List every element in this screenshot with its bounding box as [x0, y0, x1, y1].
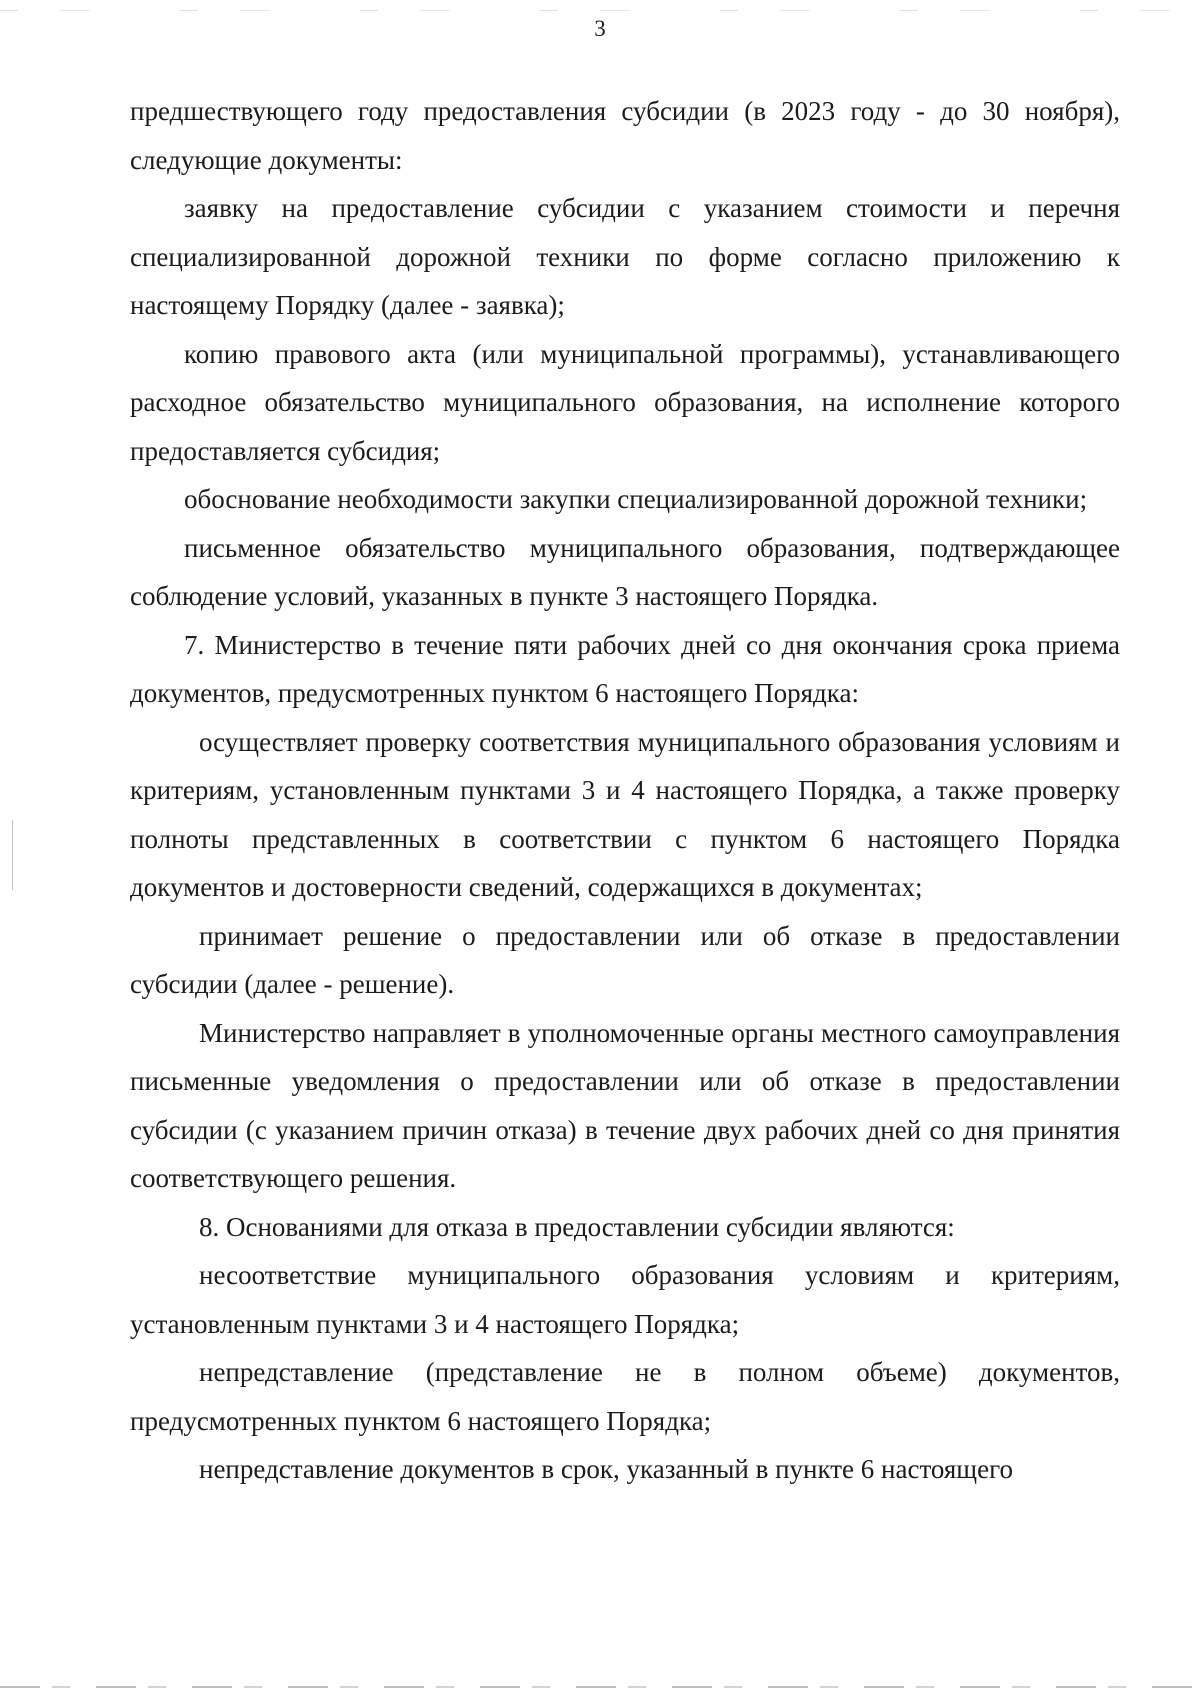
paragraph-justification: обоснование необходимости закупки специализированной дорожной техники; — [184, 484, 1088, 514]
paragraph-refusal-late-docs: непредставление документов в срок, указанный в пункте 6 настоящего — [199, 1454, 1013, 1484]
paragraph-written-obligation: письменное обязательство муниципального образования, подтверждающее соблюдение условий, указанных в пункте 3 настоящего Порядка. — [130, 532, 1120, 611]
paragraph-refusal-noncompliance: несоответствие муниципального образования условиям и критериям, установленным пунктами 3 и 4 настоящего Порядка; — [130, 1260, 1120, 1339]
paragraph-decision: принимает решение о предоставлении или об отказе в предоставлении субсидии (далее - решение). — [130, 920, 1120, 999]
scan-artifact-margin — [12, 820, 13, 890]
paragraph-application: заявку на предоставление субсидии с указанием стоимости и перечня специализированной дорожной техники по форме согласно приложению к настоящему Порядку (далее - заявка); — [130, 193, 1120, 320]
paragraph-clause-7: 7. Министерство в течение пяти рабочих дней со дня окончания срока приема документов, предусмотренных пунктом 6 настоящего Порядка: — [130, 629, 1120, 708]
scan-artifact-top — [0, 10, 1200, 11]
paragraph-notification: Министерство направляет в уполномоченные органы местного самоуправления письменные уведомления о предоставлении или об отказе в предоставлении субсидии (с указанием причин отказа) в течение двух рабочих дней со дня принятия соответствующего решения. — [130, 1017, 1120, 1193]
page-number: 3 — [594, 16, 606, 41]
paragraph-clause-8: 8. Основаниями для отказа в предоставлении субсидии являются: — [199, 1211, 955, 1242]
paragraph-continuation: предшествующего году предоставления субсидии (в 2023 году - до 30 ноября), следующие документы: — [130, 96, 1120, 175]
paragraph-refusal-incomplete-docs: непредставление (представление не в полном объеме) документов, предусмотренных пунктом 6 настоящего Порядка; — [130, 1357, 1120, 1436]
scan-artifact-bottom — [0, 1686, 1200, 1688]
paragraph-verification: осуществляет проверку соответствия муниципального образования условиям и критериям, установленным пунктами 3 и 4 настоящего Порядка, а также проверку полноты представленных в соответствии с пунктом 6 настоящего Порядка документов и достоверности сведений, содержащихся в документах; — [130, 726, 1120, 902]
document-body — [130, 87, 1120, 1494]
paragraph-legal-act-copy: копию правового акта (или муниципальной программы), устанавливающего расходное обязательство муниципального образования, на исполнение которого предоставляется субсидия; — [130, 338, 1120, 466]
